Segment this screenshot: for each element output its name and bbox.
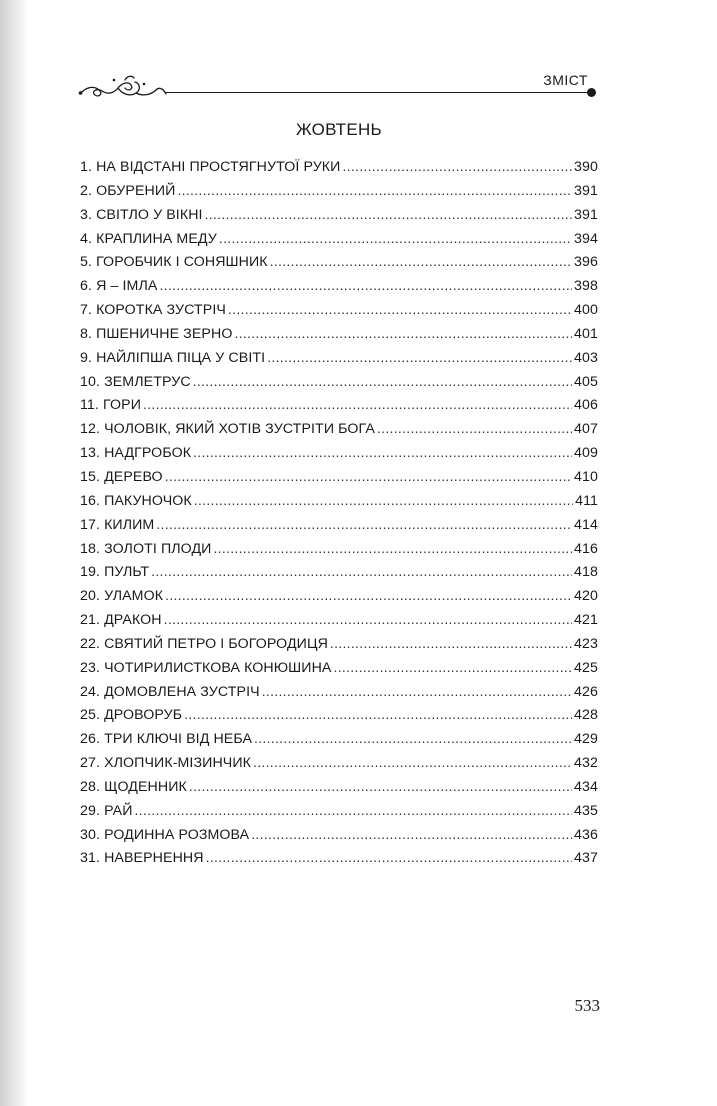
toc-entry-page: 400 [574, 302, 598, 319]
toc-entry-page: 435 [574, 802, 598, 819]
toc-entry-title: 11. ГОРИ [80, 397, 141, 414]
toc-entry [80, 513, 598, 537]
toc-entry [80, 799, 598, 823]
running-head: ЗМІСТ [543, 72, 588, 88]
toc-entry-title: 3. СВІТЛО У ВІКНІ [80, 206, 203, 223]
toc-entry [80, 203, 598, 227]
toc-entry [80, 441, 598, 465]
toc-entry [80, 227, 598, 251]
toc-dot-leader [184, 703, 572, 727]
toc-entry-title: 31. НАВЕРНЕННЯ [80, 850, 204, 867]
toc-entry [80, 656, 598, 680]
toc-entry-page: 421 [574, 612, 598, 629]
toc-entry-page: 396 [574, 254, 598, 271]
toc-entry [80, 560, 598, 584]
toc-entry-title: 1. НА ВІДСТАНІ ПРОСТЯГНУТОЇ РУКИ [80, 159, 341, 175]
toc-entry [80, 465, 598, 489]
decorative-flourish-icon [78, 72, 168, 100]
toc-entry [80, 584, 598, 608]
toc-dot-leader [213, 537, 572, 561]
toc-entry [80, 537, 598, 561]
toc-dot-leader [206, 846, 572, 870]
toc-dot-leader [165, 584, 572, 608]
toc-entry [80, 775, 598, 799]
toc-entry-title: 9. НАЙЛІПША ПІЦА У СВІТІ [80, 349, 266, 366]
toc-dot-leader [177, 179, 572, 203]
section-title: ЖОВТЕНЬ [295, 120, 382, 139]
toc-dot-leader [219, 227, 572, 251]
toc-entry-title: 17. КИЛИМ [80, 516, 155, 533]
toc-dot-leader [234, 322, 572, 346]
toc-dot-leader [156, 513, 572, 537]
toc-entry [80, 274, 598, 298]
toc-dot-leader [143, 393, 572, 417]
toc-dot-leader [270, 250, 572, 274]
toc-dot-leader [262, 680, 572, 704]
toc-entry-title: 29. РАЙ [80, 802, 133, 819]
toc-entry [80, 489, 598, 513]
toc-entry-page: 407 [574, 421, 598, 438]
toc-entry-title: 27. ХЛОПЧИК-МІЗИНЧИК [80, 755, 252, 772]
table-of-contents [80, 155, 598, 870]
toc-entry-page: 391 [574, 182, 598, 199]
toc-entry [80, 823, 598, 847]
toc-entry-title: 6. Я – ІМЛА [80, 278, 158, 295]
toc-entry [80, 393, 598, 417]
page-number: 533 [574, 996, 600, 1015]
toc-entry-title: 8. ПШЕНИЧНЕ ЗЕРНО [80, 325, 233, 342]
toc-entry-title: 10. ЗЕМЛЕТРУС [80, 373, 191, 390]
toc-entry [80, 632, 598, 656]
toc-entry-page: 410 [574, 468, 598, 485]
toc-entry-page: 429 [574, 731, 598, 748]
toc-entry [80, 370, 598, 394]
toc-entry-title: 19. ПУЛЬТ [80, 564, 150, 581]
toc-dot-leader [254, 727, 572, 751]
toc-entry-page: 416 [574, 540, 598, 557]
toc-entry-page: 437 [574, 850, 598, 867]
header-rule-dot [587, 88, 596, 97]
toc-entry [80, 846, 598, 870]
toc-entry-page: 409 [574, 445, 598, 462]
toc-entry [80, 703, 598, 727]
toc-entry-page: 426 [574, 683, 598, 700]
toc-entry-page: 390 [574, 159, 598, 175]
toc-entry-page: 423 [574, 635, 598, 652]
toc-entry [80, 322, 598, 346]
toc-dot-leader [165, 465, 572, 489]
toc-entry-title: 23. ЧОТИРИЛИСТКОВА КОНЮШИНА [80, 659, 332, 676]
toc-entry [80, 298, 598, 322]
toc-dot-leader [334, 656, 573, 680]
toc-entry-page: 391 [574, 206, 598, 223]
toc-entry-title: 18. ЗОЛОТІ ПЛОДИ [80, 540, 212, 557]
toc-dot-leader [193, 441, 572, 465]
toc-entry [80, 608, 598, 632]
toc-dot-leader [189, 775, 572, 799]
toc-dot-leader [377, 417, 572, 441]
toc-dot-leader [267, 346, 572, 370]
toc-entry-page: 434 [574, 778, 598, 795]
toc-dot-leader [135, 799, 572, 823]
toc-dot-leader [251, 823, 572, 847]
toc-entry-page: 428 [574, 707, 598, 724]
toc-dot-leader [164, 608, 572, 632]
toc-entry-page: 406 [574, 397, 598, 414]
toc-entry-page: 403 [574, 349, 598, 366]
toc-entry-page: 398 [574, 278, 598, 295]
toc-entry-page: 405 [574, 373, 598, 390]
toc-entry-title: 25. ДРОВОРУБ [80, 707, 183, 724]
toc-dot-leader [151, 560, 572, 584]
toc-dot-leader [205, 203, 572, 227]
toc-entry-page: 420 [574, 588, 598, 605]
toc-entry-title: 4. КРАПЛИНА МЕДУ [80, 230, 217, 247]
toc-entry [80, 179, 598, 203]
toc-entry-title: 20. УЛАМОК [80, 588, 164, 605]
toc-entry-title: 13. НАДГРОБОК [80, 445, 192, 462]
toc-entry-title: 5. ГОРОБЧИК І СОНЯШНИК [80, 254, 268, 271]
toc-entry-title: 2. ОБУРЕНИЙ [80, 182, 176, 199]
page-header [78, 70, 600, 102]
toc-entry-page: 418 [574, 564, 598, 581]
toc-dot-leader [159, 274, 572, 298]
toc-entry [80, 346, 598, 370]
toc-entry-page: 425 [574, 659, 598, 676]
toc-entry-page: 432 [574, 755, 598, 772]
toc-entry-page: 401 [574, 325, 598, 342]
toc-dot-leader [342, 155, 572, 179]
toc-entry-title: 16. ПАКУНОЧОК [80, 492, 192, 509]
toc-entry [80, 250, 598, 274]
toc-entry-title: 24. ДОМОВЛЕНА ЗУСТРІЧ [80, 683, 260, 700]
toc-entry-title: 26. ТРИ КЛЮЧІ ВІД НЕБА [80, 731, 253, 748]
toc-entry-title: 15. ДЕРЕВО [80, 468, 163, 485]
toc-entry-title: 7. КОРОТКА ЗУСТРІЧ [80, 302, 226, 319]
toc-entry-page: 414 [574, 516, 598, 533]
toc-entry [80, 727, 598, 751]
toc-entry [80, 751, 598, 775]
toc-entry [80, 155, 598, 179]
toc-entry-title: 28. ЩОДЕННИК [80, 778, 187, 795]
toc-dot-leader [193, 370, 572, 394]
toc-entry [80, 417, 598, 441]
toc-dot-leader [330, 632, 572, 656]
toc-entry-page: 394 [574, 230, 598, 247]
toc-entry-title: 21. ДРАКОН [80, 612, 162, 629]
toc-dot-leader [194, 489, 573, 513]
toc-entry-title: 30. РОДИННА РОЗМОВА [80, 826, 250, 843]
book-spine-shadow [0, 0, 28, 1106]
toc-dot-leader [253, 751, 572, 775]
toc-entry-title: 22. СВЯТИЙ ПЕТРО І БОГОРОДИЦЯ [80, 635, 328, 652]
header-rule [166, 92, 590, 93]
toc-dot-leader [228, 298, 572, 322]
toc-entry [80, 680, 598, 704]
toc-entry-title: 12. ЧОЛОВІК, ЯКИЙ ХОТІВ ЗУСТРІТИ БОГА [80, 421, 375, 438]
toc-entry-page: 411 [575, 492, 598, 509]
toc-entry-page: 436 [574, 826, 598, 843]
